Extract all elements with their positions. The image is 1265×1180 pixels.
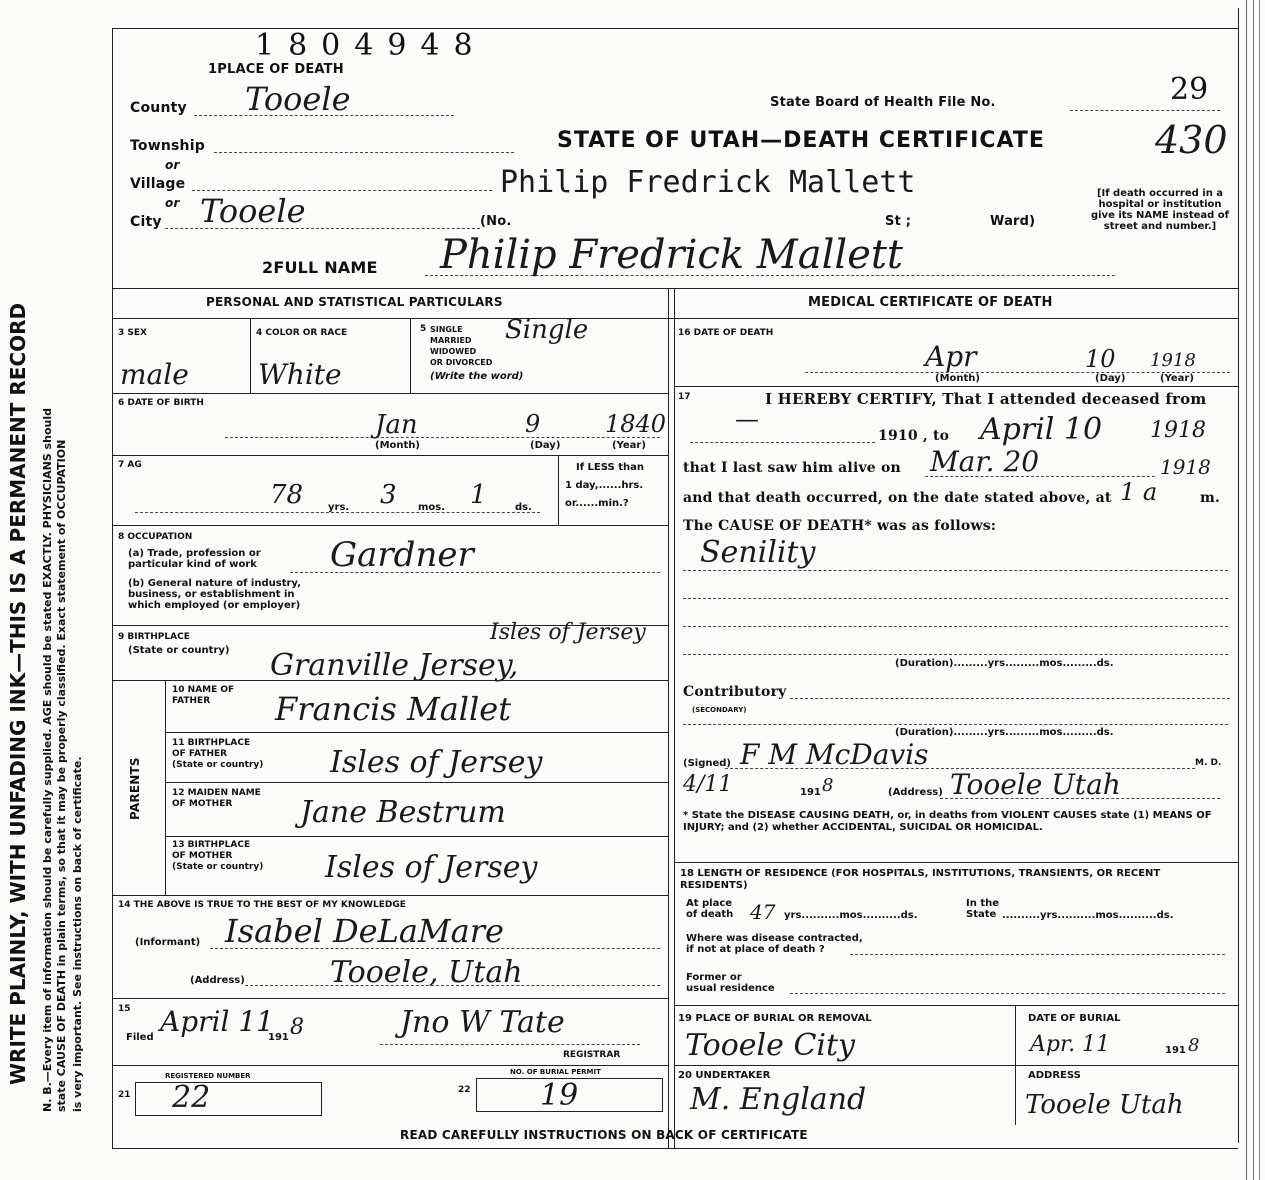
city-label: City [130, 214, 162, 230]
duration-2: (Duration).........yrs.........mos.........ds. [895, 727, 1114, 738]
father-birthplace-label: 11 BIRTHPLACE OF FATHER (State or country) [172, 738, 264, 770]
township-label: Township [130, 138, 205, 154]
attended-to-year: 1918 [1150, 418, 1206, 443]
frame-bottom [112, 1148, 1238, 1149]
birthplace-annotation: Isles of Jersey [490, 620, 646, 645]
frame-right [1238, 8, 1239, 1143]
row-line-5 [112, 680, 668, 681]
father-name-label: 10 NAME OF FATHER [172, 685, 235, 706]
village-label: Village [130, 176, 186, 192]
informant-address-value: Tooele, Utah [330, 955, 523, 990]
or-text-2: or [165, 196, 180, 210]
birthplace-value: Granville Jersey, [270, 648, 519, 683]
at-place-label: At place of death [686, 898, 734, 920]
filed-number: 15 [118, 1004, 131, 1014]
sign-address-value: Tooele Utah [950, 768, 1121, 801]
informant-value: Isabel DeLaMare [225, 912, 504, 950]
age-days-caption: ds. [515, 502, 532, 513]
file-number-value: 29 [1170, 72, 1209, 107]
dod-month: Apr [925, 340, 977, 373]
sign-address-label: (Address) [888, 787, 943, 798]
father-name-value: Francis Mallet [275, 690, 512, 728]
center-divider-2 [674, 288, 675, 1148]
paper-edge-3 [1259, 0, 1260, 1180]
dod-year-caption: (Year) [1160, 373, 1194, 384]
age-months-caption: mos. [418, 502, 446, 513]
row-line-1 [112, 393, 668, 394]
registered-number-label: REGISTERED NUMBER [165, 1072, 251, 1080]
undertaker-divider [1015, 1065, 1016, 1125]
mother-name-label: 12 MAIDEN NAME OF MOTHER [172, 788, 261, 809]
paper-edge-2 [1253, 0, 1254, 1180]
undertaker-address-label: ADDRESS [1028, 1070, 1081, 1081]
nb-note-line-2: state CAUSE OF DEATH in plain terms, so that it may be properly classified. Exact statement of OCCUPATION [55, 439, 68, 1112]
burial-divider [1015, 1005, 1016, 1065]
certificate-number: 430 [1155, 118, 1228, 162]
undertaker-label: 20 UNDERTAKER [678, 1070, 771, 1081]
marital-write-the-word: (Write the word) [430, 371, 524, 382]
county-value: Tooele [245, 80, 351, 118]
file-number-line [1070, 110, 1220, 111]
day-hrs-label: 1 day,......hrs. [565, 480, 644, 491]
informant-address-label: (Address) [190, 975, 245, 986]
registrar-signature: Jno W Tate [400, 1005, 565, 1040]
typed-name-annotation: Philip Fredrick Mallett [500, 165, 916, 200]
former-residence-line [790, 993, 1225, 994]
city-value: Tooele [200, 192, 306, 230]
certificate-title: STATE OF UTAH—DEATH CERTIFICATE [557, 128, 1045, 153]
right-row-line-1 [674, 386, 1238, 387]
father-line [165, 732, 668, 733]
cause-of-death-label: The CAUSE OF DEATH* was as follows: [683, 518, 997, 534]
row-line-6 [112, 895, 668, 896]
dob-month-caption: (Month) [375, 440, 420, 451]
birthplace-sub-label: (State or country) [128, 645, 230, 656]
state-caps: ..........yrs..........mos..........ds. [1002, 910, 1174, 921]
occupation-a-label: (a) Trade, profession or particular kind of work [128, 548, 261, 570]
date-of-death-label: 16 DATE OF DEATH [678, 328, 774, 338]
township-line [214, 152, 514, 153]
full-name-value: Philip Fredrick Mallett [440, 232, 904, 278]
occupation-label: 8 OCCUPATION [118, 532, 193, 542]
cause-note: * State the DISEASE CAUSING DEATH, or, in deaths from VIOLENT CAUSES state (1) MEANS OF INJURY; and (2) whether ACCIDENTAL, SUICIDAL OR HOMICIDAL. [683, 810, 1212, 833]
dob-day: 9 [525, 410, 541, 438]
signed-label: (Signed) [683, 758, 731, 769]
attended-to-value: April 10 [980, 412, 1103, 447]
age-years-caption: yrs. [328, 502, 350, 513]
attended-from-line [690, 442, 875, 443]
row-line-8 [112, 1065, 668, 1066]
mother-birthplace-value: Isles of Jersey [325, 850, 538, 885]
burial-permit-label: NO. OF BURIAL PERMIT [510, 1068, 601, 1076]
burial-permit-22: 22 [458, 1085, 471, 1095]
residence-label: 18 LENGTH OF RESIDENCE (FOR HOSPITALS, INSTITUTIONS, TRANSIENTS, OR RECENT RESIDENTS) [680, 868, 1161, 891]
death-time-m: m. [1200, 490, 1221, 506]
residence-caps: yrs..........mos..........ds. [784, 910, 918, 921]
cause-line-2 [683, 598, 1228, 599]
undertaker-address-value: Tooele Utah [1025, 1090, 1184, 1120]
hospital-note: [If death occurred in a hospital or institution give its NAME instead of street and number.] [1090, 188, 1230, 232]
sign-year-prefix: 191 [800, 787, 821, 798]
registered-number-value: 22 [172, 1080, 211, 1115]
occupation-line [290, 572, 660, 573]
marital-value: Single [505, 315, 589, 345]
stamp-number: 1804948 [255, 28, 487, 63]
age-line [135, 512, 540, 513]
dob-year: 1840 [605, 410, 667, 438]
sign-year-value: 8 [822, 775, 834, 796]
age-divider [558, 455, 559, 525]
certify-statement: I HEREBY CERTIFY, That I attended deceased from [765, 390, 1207, 408]
filed-label: Filed [126, 1032, 154, 1043]
village-line [192, 190, 492, 191]
marital-options: SINGLE MARRIED WIDOWED OR DIVORCED [430, 325, 493, 367]
burial-place-label: 19 PLACE OF BURIAL OR REMOVAL [678, 1013, 872, 1024]
less-than-label: If LESS than [576, 462, 644, 473]
dod-day: 10 [1085, 345, 1116, 373]
attended-from-year: 1910 , to [878, 428, 950, 444]
occupation-b-label: (b) General nature of industry, business, or establishment in which employed (or employer) [128, 578, 301, 611]
filed-year-prefix: 191 [268, 1032, 289, 1043]
section-header-underline [112, 318, 1238, 319]
sex-value: male [120, 358, 189, 391]
dob-year-caption: (Year) [612, 440, 646, 451]
marital-number: 5 [420, 324, 427, 334]
row-line-2 [112, 455, 668, 456]
attended-from-value: — [735, 405, 759, 433]
registrar-label: REGISTRAR [563, 1050, 621, 1060]
informant-line [210, 948, 660, 949]
death-occurred-label: and that death occurred, on the date stated above, at [683, 490, 1112, 506]
age-days: 1 [470, 480, 487, 510]
cause-line-3 [683, 626, 1228, 627]
death-time-value: 1 a [1120, 478, 1158, 506]
in-state-label: In the State [966, 898, 1000, 920]
nb-note-line-1: N. B.—Every item of information should be carefully supplied. AGE should be stated EXACTLY. PHYSICIANS should [41, 408, 54, 1112]
right-row-line-4 [674, 1065, 1238, 1066]
parents-label: PARENTS [128, 757, 142, 820]
mother-line [165, 836, 668, 837]
or-min-label: or......min.? [565, 498, 629, 509]
md-label: M. D. [1195, 758, 1222, 768]
nb-note-line-3: is very important. See instructions on back of certificate. [71, 756, 84, 1112]
paper-edge-1 [1246, 0, 1247, 1180]
last-saw-label: that I last saw him alive on [683, 460, 901, 476]
secondary-label: (SECONDARY) [692, 706, 747, 714]
last-saw-line [925, 476, 1155, 477]
center-divider [668, 288, 669, 1148]
dob-month: Jan [375, 410, 418, 440]
or-text-1: or [165, 158, 180, 172]
last-saw-year: 1918 [1160, 455, 1211, 479]
row-line-7 [112, 998, 668, 999]
burial-permit-value: 19 [540, 1078, 579, 1113]
registrar-line [380, 1044, 640, 1045]
contributory-line [790, 698, 1230, 699]
burial-date-value: Apr. 11 [1030, 1032, 1111, 1057]
contributory-label: Contributory [683, 684, 787, 700]
burial-date-label: DATE OF BURIAL [1028, 1013, 1121, 1024]
former-residence-label: Former or usual residence [686, 972, 775, 994]
right-row-line-3 [674, 1005, 1238, 1006]
item-17: 17 [678, 392, 691, 402]
dob-label: 6 DATE OF BIRTH [118, 398, 204, 408]
burial-year-prefix: 191 [1165, 1045, 1186, 1056]
filed-year-value: 8 [290, 1015, 304, 1040]
informant-label: (Informant) [135, 937, 201, 948]
dob-day-caption: (Day) [530, 440, 561, 451]
last-saw-value: Mar. 20 [930, 445, 1040, 478]
filed-date-value: April 11 [160, 1005, 274, 1038]
contributory-line-2 [683, 724, 1228, 725]
age-label: 7 AG [118, 460, 142, 470]
where-contracted-line [850, 954, 1225, 955]
color-label: 4 COLOR OR RACE [256, 328, 348, 338]
occupation-value: Gardner [330, 535, 474, 575]
cause-line-1 [683, 570, 1228, 571]
sex-divider [250, 318, 251, 393]
registered-number-21: 21 [118, 1090, 131, 1100]
full-name-label: 2FULL NAME [262, 258, 378, 277]
color-divider [410, 318, 411, 393]
age-months: 3 [380, 480, 397, 510]
medical-section-title: MEDICAL CERTIFICATE OF DEATH [808, 295, 1053, 310]
burial-place-value: Tooele City [685, 1028, 855, 1063]
footer-instructions: READ CAREFULLY INSTRUCTIONS ON BACK OF CERTIFICATE [400, 1128, 808, 1142]
permanent-record-notice: WRITE PLAINLY, WITH UNFADING INK—THIS IS A PERMANENT RECORD [6, 302, 30, 1085]
cause-of-death-value: Senility [700, 535, 816, 570]
dod-month-caption: (Month) [935, 373, 980, 384]
color-value: White [258, 358, 342, 391]
registered-number-box [135, 1082, 322, 1116]
sign-address-line [940, 798, 1220, 799]
dod-day-caption: (Day) [1095, 373, 1126, 384]
where-contracted-label: Where was disease contracted, if not at place of death ? [686, 933, 863, 955]
burial-year-value: 8 [1188, 1035, 1200, 1056]
dod-year: 1918 [1150, 350, 1196, 371]
undertaker-value: M. England [690, 1082, 867, 1117]
mother-name-value: Jane Bestrum [300, 795, 506, 830]
mother-birthplace-label: 13 BIRTHPLACE OF MOTHER (State or country) [172, 840, 264, 872]
section-top-line [112, 288, 1238, 289]
personal-section-title: PERSONAL AND STATISTICAL PARTICULARS [206, 295, 503, 309]
age-years: 78 [270, 480, 304, 510]
residence-years-value: 47 [750, 900, 776, 924]
street-label: St ; [885, 214, 912, 229]
above-is-true-label: 14 THE ABOVE IS TRUE TO THE BEST OF MY KNOWLEDGE [118, 900, 406, 910]
physician-signature: F M McDavis [740, 738, 929, 771]
place-of-death-label: 1PLACE OF DEATH [208, 62, 344, 77]
ward-label: Ward) [990, 214, 1036, 229]
county-label: County [130, 100, 187, 116]
sign-date-value: 4/11 [683, 772, 733, 797]
dob-line [225, 437, 660, 438]
birthplace-label: 9 BIRTHPLACE [118, 632, 190, 642]
street-number-label: (No. [480, 214, 512, 229]
parents-divider [165, 680, 166, 895]
cause-line-4 [683, 654, 1228, 655]
address-line [245, 985, 660, 986]
father-bp-line [165, 782, 668, 783]
file-number-label: State Board of Health File No. [770, 95, 996, 110]
right-row-line-2 [674, 862, 1238, 863]
sex-label: 3 SEX [118, 328, 147, 338]
father-birthplace-value: Isles of Jersey [330, 745, 543, 780]
frame-left [112, 28, 113, 1148]
row-line-3 [112, 525, 668, 526]
duration-1: (Duration).........yrs.........mos.........ds. [895, 658, 1114, 669]
